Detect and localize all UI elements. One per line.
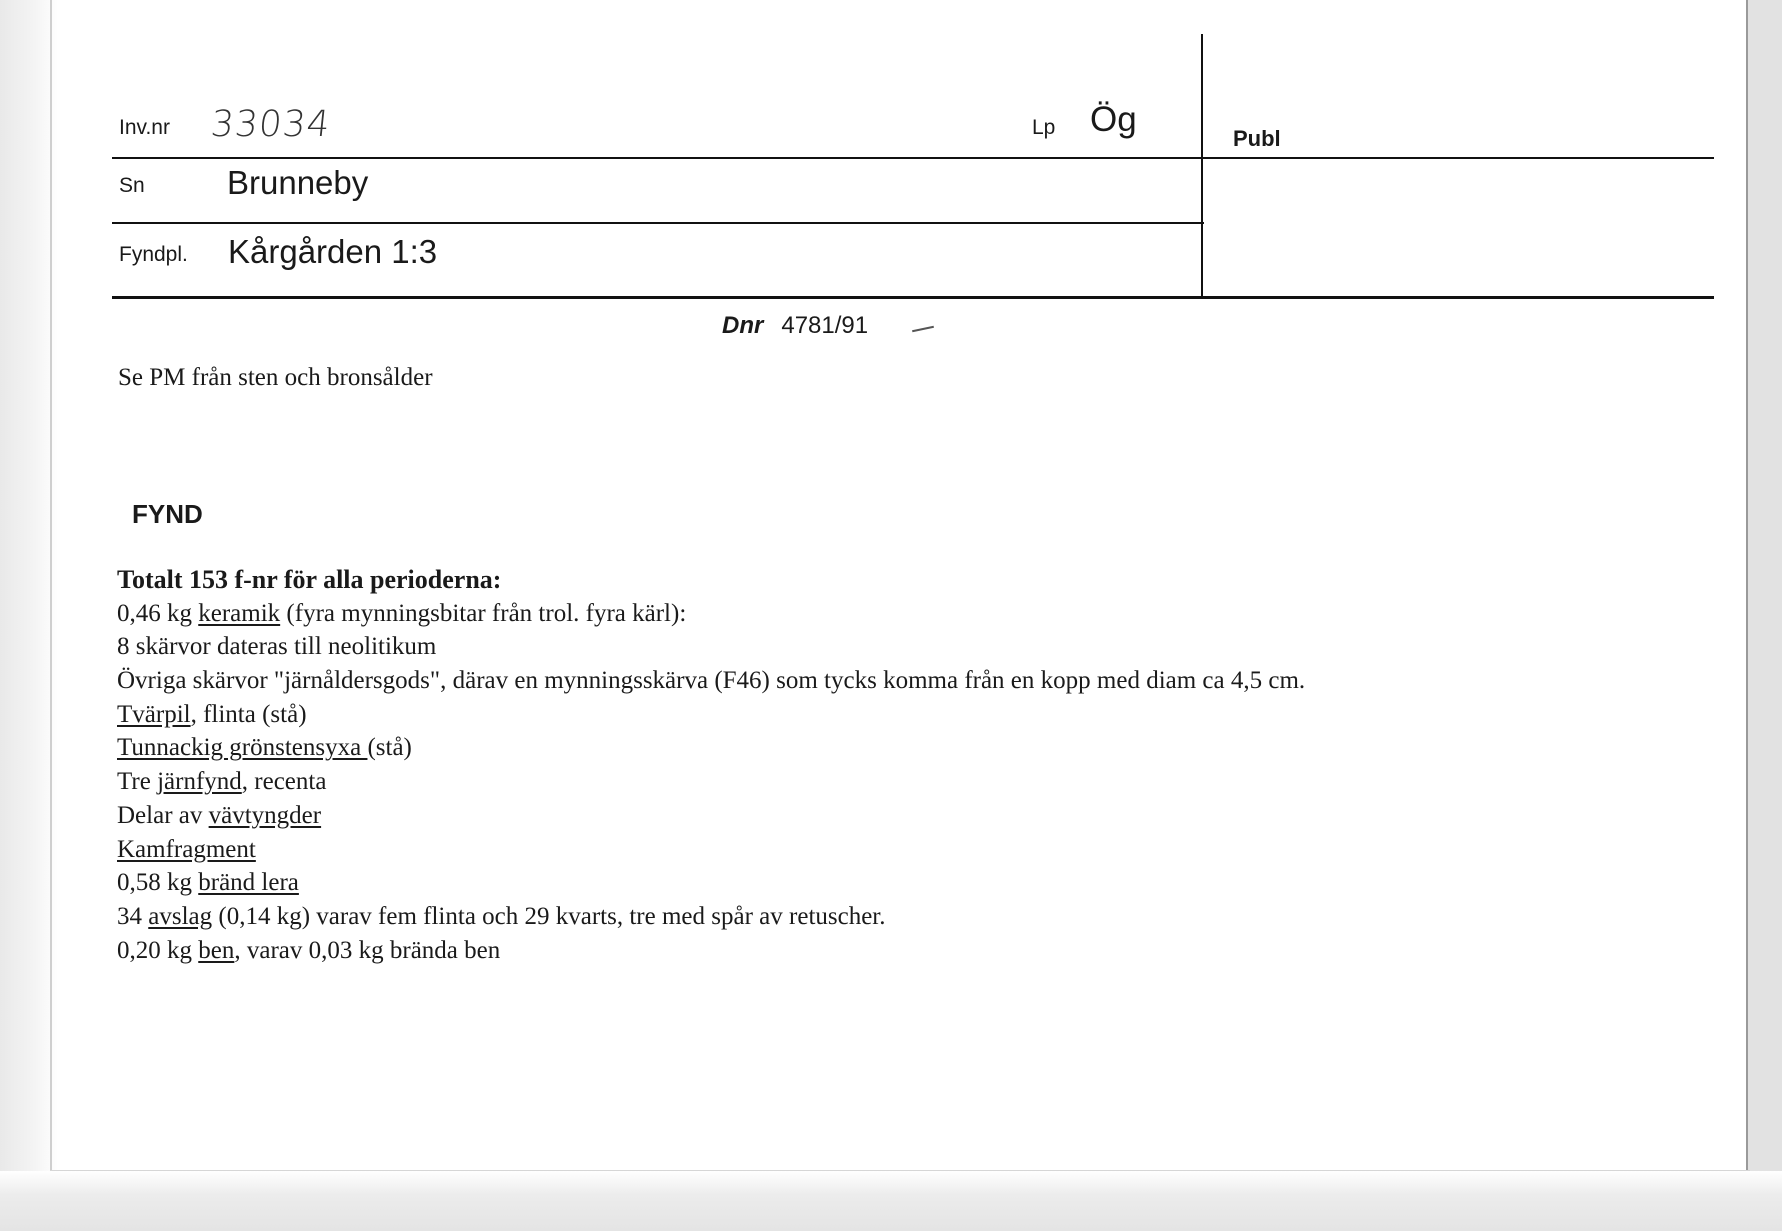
sn-label: Sn [119,174,145,197]
note-text: Se PM från sten och bronsålder [118,364,433,391]
fynd-title: Totalt 153 f-nr för alla perioderna: [117,565,502,594]
fynd-line-keyword: Kamfragment [117,835,256,863]
fynd-line-text: (0,14 kg) varav fem flinta och 29 kvarts, tre med spår av retuscher. [212,902,886,930]
fynd-line-text: , varav 0,03 kg brända ben [234,936,501,964]
fynd-line-keyword: avslag [148,902,213,930]
publ-label: Publ [1233,126,1281,151]
scan-right-edge [1748,0,1782,1231]
fynd-line-keyword: Tvärpil [117,700,191,728]
fynd-line [117,664,1305,698]
fynd-line-text: Tre [117,768,158,796]
fynd-line [117,866,1305,900]
fynd-line-text: , recenta [241,768,327,796]
inv-nr-value: 33034 [208,104,333,145]
lp-value: Ög [1090,100,1137,139]
fynd-line-text: 8 skärvor dateras till neolitikum [117,633,437,661]
fynd-line-keyword: bränd lera [198,869,299,897]
fynd-line [117,799,1305,833]
form-rule-2 [112,222,1204,224]
inv-nr-label: Inv.nr [119,116,170,139]
form-rule-3 [112,296,1714,299]
fynd-line [117,833,1305,867]
dnr-value: 4781/91 [781,312,869,339]
fynd-line-text: 0,20 kg [117,936,199,964]
fynd-line [117,698,1305,732]
fynd-line-text: , flinta (stå) [190,700,307,728]
scan-bottom-border [50,1170,1750,1171]
fynd-line-text: 0,46 kg [117,599,199,627]
scan-right-border [1746,0,1748,1231]
fynd-lines [117,597,1305,968]
fynd-line [117,597,1305,631]
sn-value: Brunneby [227,164,369,201]
fynd-line-keyword: Tunnackig grönstensyxa [117,734,368,762]
fynd-line [117,934,1305,968]
fynd-list [117,563,1305,967]
scan-left-border [50,0,52,1231]
fyndpl-value: Kårgården 1:3 [228,233,438,270]
fynd-heading: FYND [132,499,203,529]
dnr-label: Dnr [722,312,764,339]
fyndpl-label: Fyndpl. [119,243,188,266]
scan-bottom-edge [0,1171,1782,1231]
fynd-line [117,630,1305,664]
fynd-line-keyword: keramik [198,599,281,627]
dnr-line [722,312,868,340]
fynd-line-text: 34 [117,902,149,930]
fynd-line-text: (fyra mynningsbitar från trol. fyra kärl): [280,599,687,627]
fynd-line-text: 0,58 kg [117,869,199,897]
pen-mark [912,326,934,333]
fynd-line-keyword: vävtyngder [208,801,322,829]
fynd-line-text: Övriga skärvor "järnåldersgods", därav en mynningsskärva (F46) som tycks komma från en kopp med diam ca 4,5 cm. [117,667,1306,695]
fynd-line-text: (stå) [367,734,412,762]
fynd-line [117,900,1305,934]
form-divider-vertical [1201,34,1203,297]
fynd-line [117,731,1305,765]
lp-label: Lp [1032,116,1056,139]
form-rule-1 [112,157,1714,159]
fynd-line-keyword: ben [198,936,235,964]
fynd-line-keyword: järnfynd [157,768,242,796]
fynd-line [117,765,1305,799]
fynd-line-text: Delar av [117,801,209,829]
